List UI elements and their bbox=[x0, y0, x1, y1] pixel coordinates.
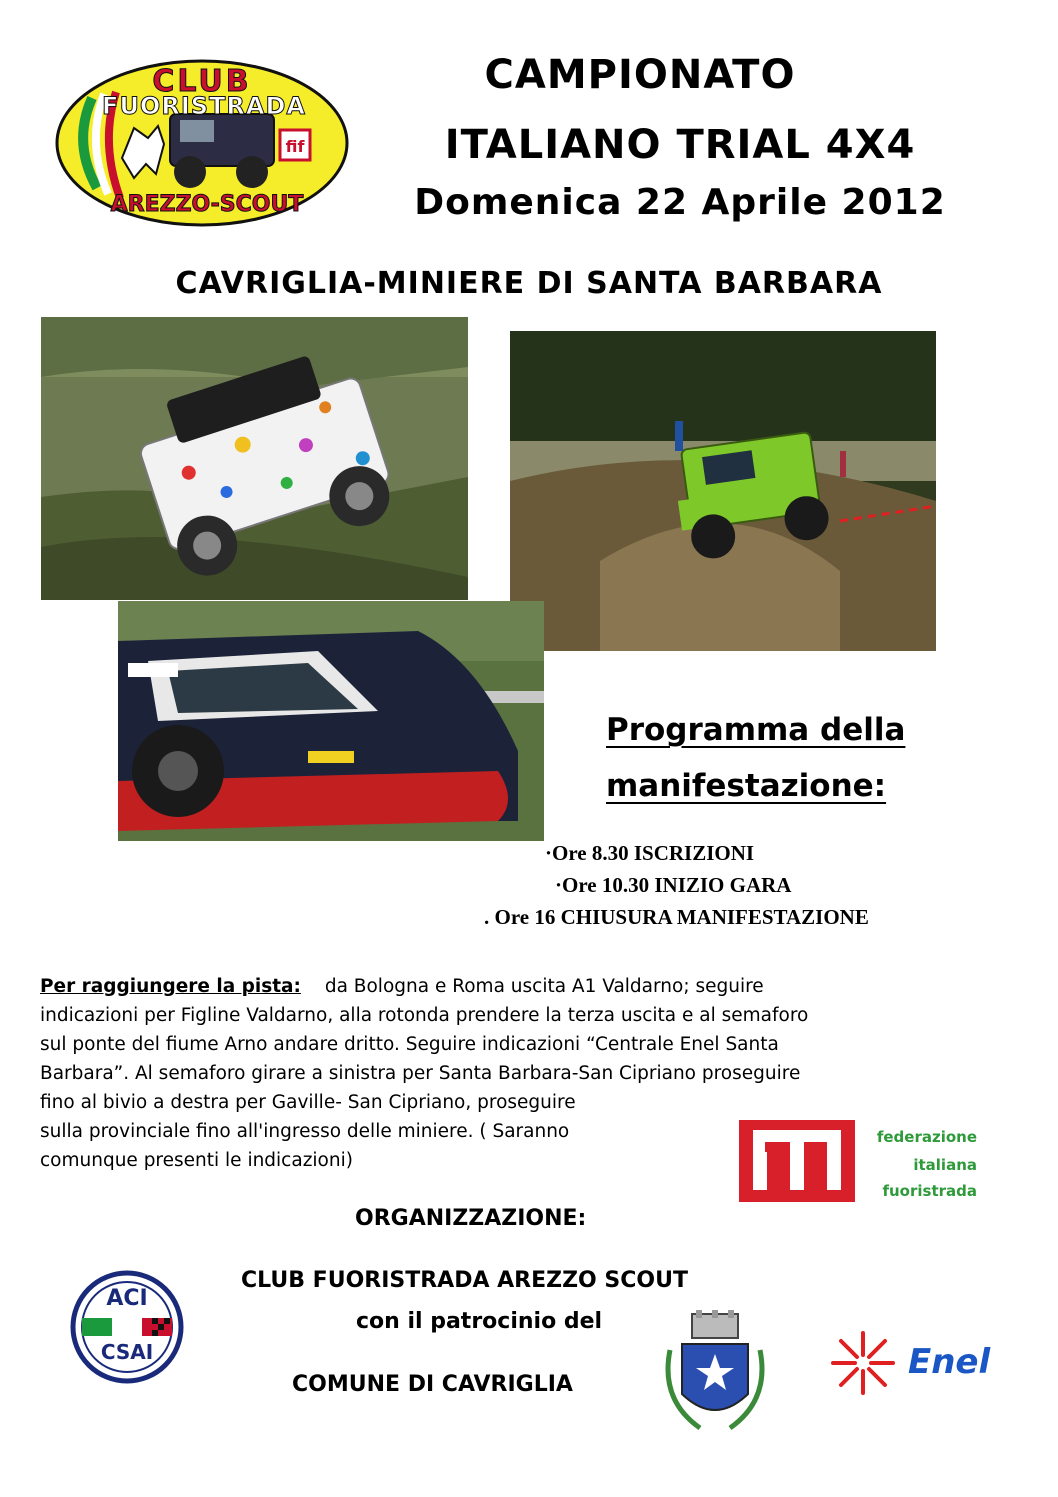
svg-text:fif: fif bbox=[285, 137, 305, 156]
directions-line-4: Barbara”. Al semaforo girare a sinistra per Santa Barbara-San Cipriano proseguire bbox=[40, 1063, 801, 1084]
photo-green-jeep bbox=[510, 331, 936, 651]
directions-label: Per raggiungere la pista: bbox=[40, 976, 301, 997]
fif-text-line-1: federazione bbox=[876, 1128, 977, 1146]
program-title-line-2: manifestazione: bbox=[606, 768, 887, 804]
fif-text-line-3: fuoristrada bbox=[882, 1182, 977, 1200]
aci-logo-bottom-text: CSAI bbox=[100, 1340, 154, 1364]
schedule-item-closing: . Ore 16 CHIUSURA MANIFESTAZIONE bbox=[484, 905, 869, 929]
club-logo bbox=[52, 58, 352, 228]
schedule-item-registration: ·Ore 8.30 ISCRIZIONI bbox=[545, 841, 755, 865]
club-logo-bottom-text: AREZZO-SCOUT bbox=[110, 192, 304, 217]
directions-line-5: fino al bivio a destra per Gaville- San Cipriano, proseguire bbox=[40, 1092, 576, 1113]
fif-logo bbox=[735, 1116, 985, 1212]
schedule-item-race-start: ·Ore 10.30 INIZIO GARA bbox=[555, 873, 792, 897]
organizer-club: CLUB FUORISTRADA AREZZO SCOUT bbox=[241, 1268, 688, 1293]
directions-line-1 bbox=[40, 972, 1000, 1001]
enel-logo-text: Enel bbox=[908, 1342, 991, 1382]
directions-line-3: sul ponte del fiume Arno andare dritto. Seguire indicazioni “Centrale Enel Santa bbox=[40, 1034, 779, 1055]
directions-line-7: comunque presenti le indicazioni) bbox=[40, 1150, 353, 1171]
fif-text-line-2: italiana bbox=[913, 1156, 977, 1174]
club-logo-top-text: CLUB bbox=[152, 64, 252, 99]
program-title-line-1: Programma della bbox=[606, 712, 906, 748]
title-line-2: ITALIANO TRIAL 4X4 bbox=[444, 122, 916, 168]
fif-mark-icon bbox=[735, 1116, 859, 1206]
organization-heading: ORGANIZZAZIONE: bbox=[355, 1206, 587, 1231]
title-line-1: CAMPIONATO bbox=[484, 52, 796, 98]
photo-blue-jeep bbox=[118, 601, 544, 841]
enel-logo bbox=[828, 1328, 1000, 1398]
enel-flower-icon bbox=[828, 1328, 898, 1398]
patronage-text: con il patrocinio del bbox=[356, 1309, 603, 1334]
directions-line-1-text: da Bologna e Roma uscita A1 Valdarno; seguire bbox=[324, 976, 764, 997]
municipality-name: COMUNE DI CAVRIGLIA bbox=[292, 1372, 573, 1397]
cavriglia-coat-of-arms bbox=[660, 1310, 770, 1440]
club-logo-middle-text: FUORISTRADA bbox=[102, 92, 306, 120]
event-date: Domenica 22 Aprile 2012 bbox=[414, 182, 946, 223]
directions-line-2: indicazioni per Figline Valdarno, alla rotonda prendere la terza uscita e al semaforo bbox=[40, 1005, 809, 1026]
event-location: CAVRIGLIA-MINIERE DI SANTA BARBARA bbox=[175, 266, 883, 301]
photo-white-jeep bbox=[41, 317, 468, 600]
directions-line-6: sulla provinciale fino all'ingresso delle miniere. ( Saranno bbox=[40, 1121, 570, 1142]
aci-logo-top-text: ACI bbox=[106, 1286, 148, 1311]
aci-csai-logo bbox=[70, 1270, 184, 1384]
